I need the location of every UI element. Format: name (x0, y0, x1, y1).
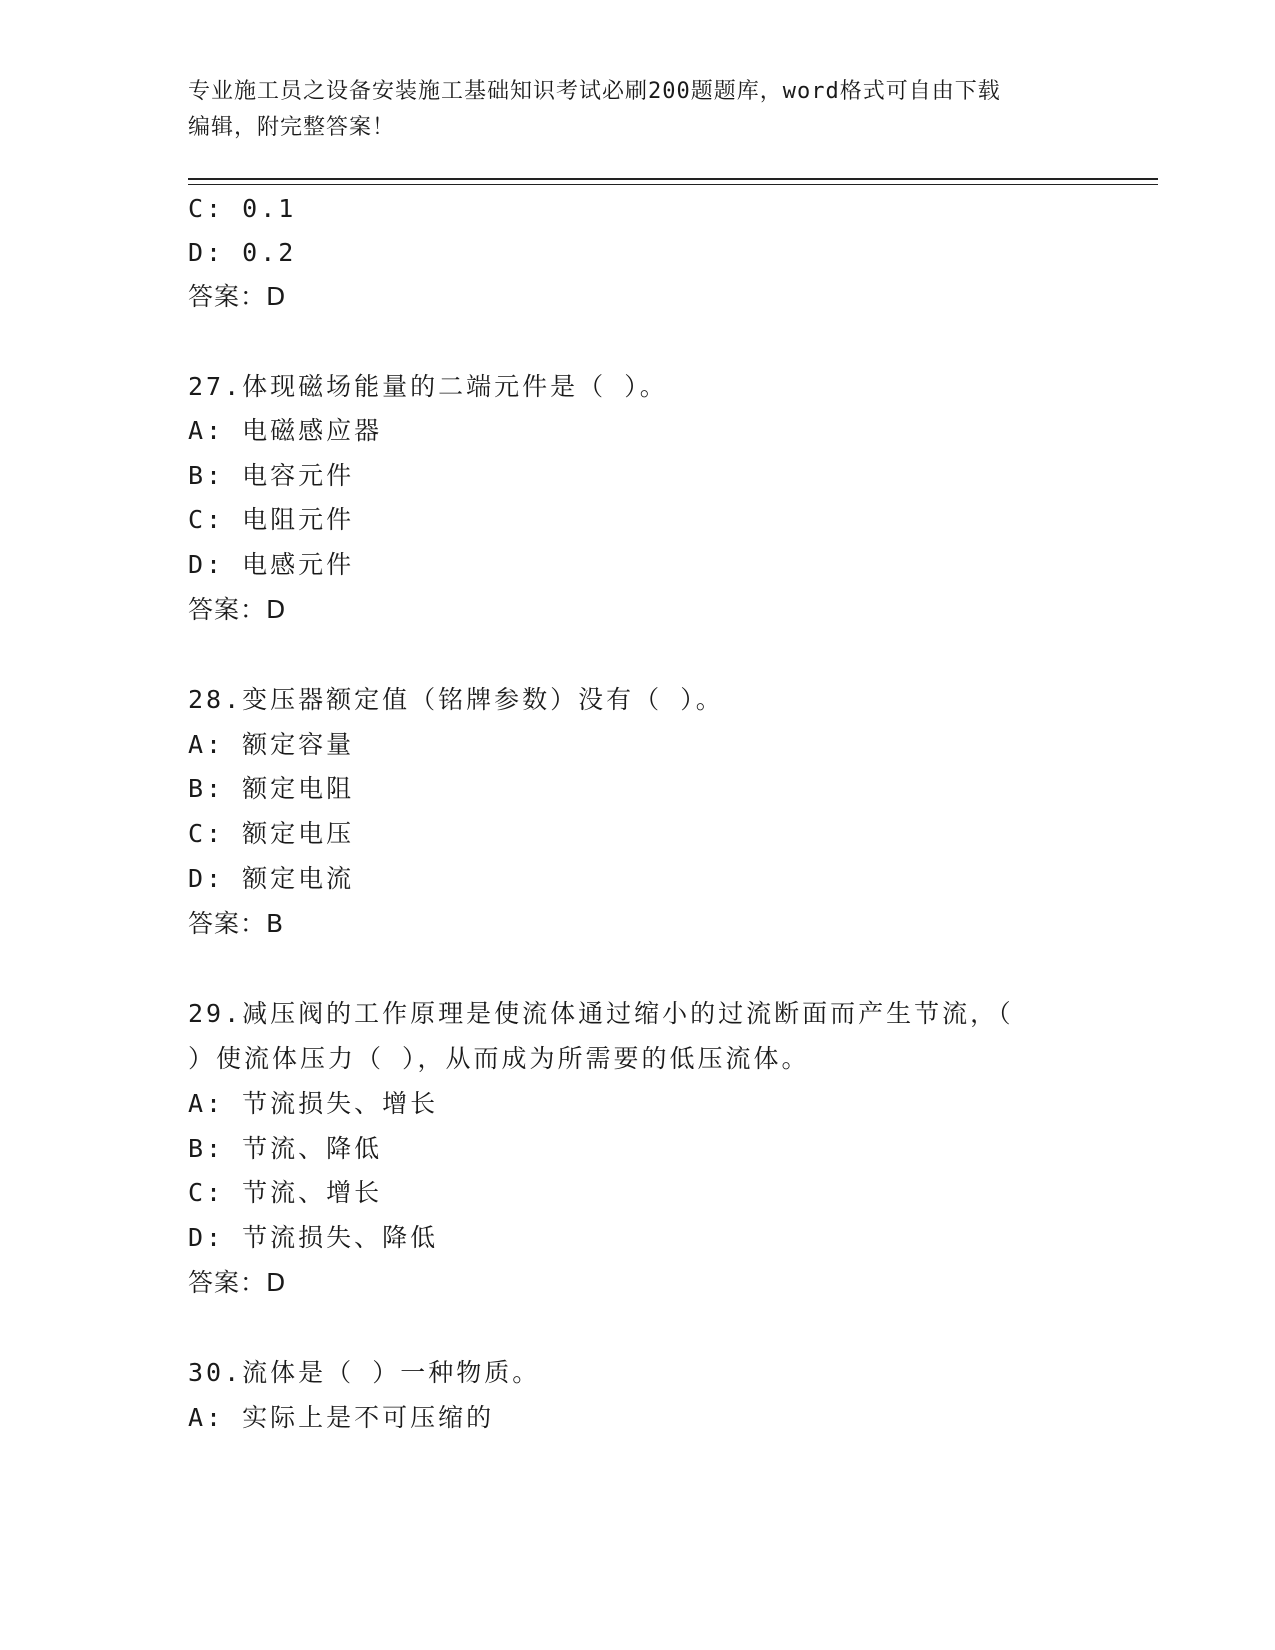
answer-q27: 答案：D (188, 595, 287, 624)
question-29-line-1: 29.减压阀的工作原理是使流体通过缩小的过流断面而产生节流，（ (188, 999, 1014, 1028)
option-d-q26: D: 0.2 (188, 238, 297, 267)
header-line-1: 专业施工员之设备安装施工基础知识考试必刷200题题库，word格式可自由下载 (188, 79, 1001, 104)
option-b-q28: B: 额定电阻 (188, 774, 355, 803)
option-a-q30: A: 实际上是不可压缩的 (188, 1403, 495, 1432)
question-29-line-2: ）使流体压力（ ），从而成为所需要的低压流体。 (188, 1044, 810, 1073)
answer-q29: 答案：D (188, 1268, 287, 1297)
option-c-q28: C: 额定电压 (188, 819, 355, 848)
option-c-q29: C: 节流、增长 (188, 1178, 383, 1207)
header-line-2: 编辑，附完整答案！ (188, 115, 396, 140)
question-27: 27.体现磁场能量的二端元件是（ ）。 (188, 372, 668, 401)
option-b-q29: B: 节流、降低 (188, 1134, 383, 1163)
answer-q26: 答案：D (188, 282, 287, 311)
option-c-q26: C: 0.1 (188, 194, 297, 223)
option-b-q27: B: 电容元件 (188, 461, 355, 490)
option-a-q28: A: 额定容量 (188, 730, 355, 759)
question-28: 28.变压器额定值（铭牌参数）没有（ ）。 (188, 685, 724, 714)
option-c-q27: C: 电阻元件 (188, 505, 355, 534)
option-a-q29: A: 节流损失、增长 (188, 1089, 439, 1118)
answer-q28: 答案：B (188, 909, 285, 938)
question-30: 30.流体是（ ）一种物质。 (188, 1358, 541, 1387)
option-a-q27: A: 电磁感应器 (188, 416, 383, 445)
option-d-q27: D: 电感元件 (188, 550, 355, 579)
header-divider (188, 178, 1158, 185)
option-d-q29: D: 节流损失、降低 (188, 1223, 439, 1252)
document-header (188, 74, 1088, 146)
option-d-q28: D: 额定电流 (188, 864, 355, 893)
